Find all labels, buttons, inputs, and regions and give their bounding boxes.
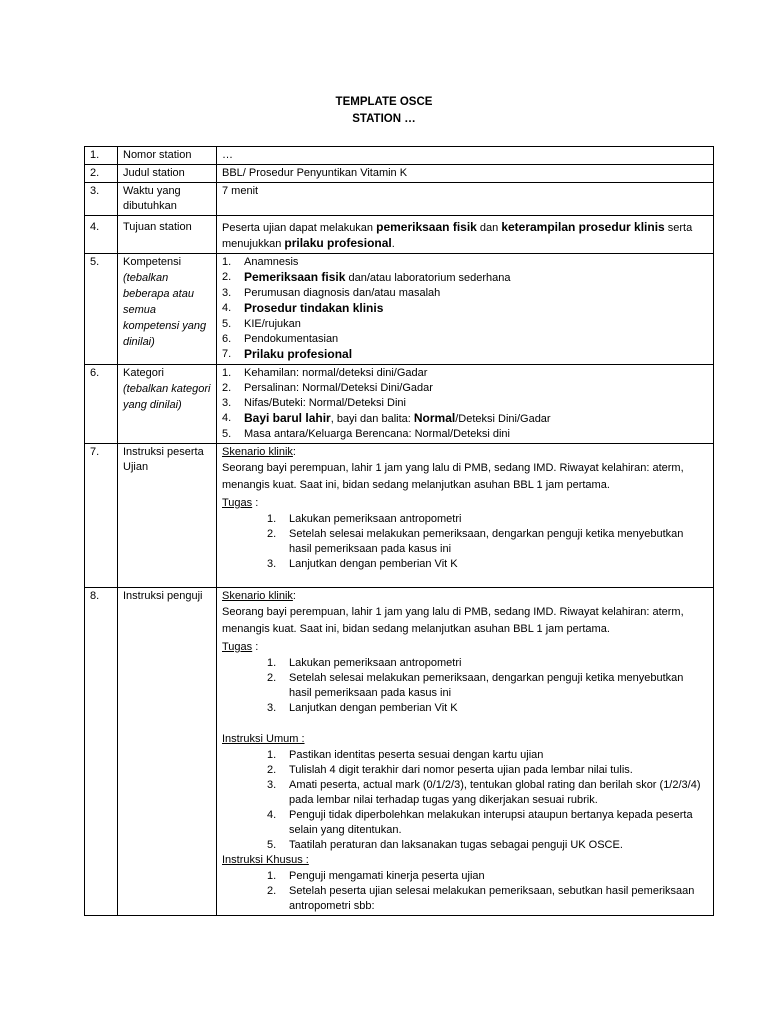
row-label: Tujuan station (118, 216, 217, 254)
text-run: Tulislah 4 digit terakhir dari nomor peserta ujian pada lembar nilai tulis. (289, 764, 633, 776)
row-number: 1. (85, 147, 118, 165)
row-label: Waktu yang dibutuhkan (118, 183, 217, 216)
list-item (267, 557, 708, 572)
row-value: 7 menit (217, 183, 714, 216)
row-value: … (217, 147, 714, 165)
item-number: 5. (222, 428, 232, 440)
item-text (244, 411, 551, 427)
item-text (289, 748, 543, 763)
scenario-heading: Skenario klinik (222, 446, 293, 458)
item-text (289, 763, 633, 778)
item-number: 3. (267, 779, 277, 791)
label-text: Kategori (123, 367, 164, 379)
item-number: 3. (267, 558, 277, 570)
label-text: Kompetensi (123, 256, 182, 268)
item-number: 1. (222, 256, 232, 268)
row-value (217, 216, 714, 254)
text-run: Lakukan pemeriksaan antropometri (289, 513, 462, 525)
item-number: 1. (267, 749, 277, 761)
list-item (267, 701, 708, 716)
text-run: Nifas/Buteki: Normal/Deteksi Dini (244, 397, 406, 409)
item-number: 2. (267, 764, 277, 776)
item-text (289, 808, 708, 838)
item-text (244, 427, 510, 442)
item-number: 1. (267, 513, 277, 525)
list-item (222, 270, 708, 286)
row-number: 3. (85, 183, 118, 216)
item-text (244, 317, 301, 332)
text-run: Kehamilan: normal/deteksi dini/Gadar (244, 367, 428, 379)
bold-run: Normal (413, 411, 456, 425)
list-item (267, 512, 708, 527)
item-text (244, 396, 406, 411)
tasks-heading: Tugas (222, 641, 253, 653)
table-row (85, 216, 714, 254)
text-run: . (391, 238, 395, 250)
label-note: (tebalkan kategori yang dinilai) (123, 383, 211, 411)
text-run: : (252, 497, 259, 509)
item-text (244, 381, 433, 396)
text-run: Masa antara/Keluarga Berencana: Normal/Deteksi dini (244, 428, 510, 440)
list-item (222, 427, 708, 442)
item-number: 3. (222, 287, 232, 299)
general-instructions-heading: Instruksi Umum : (222, 733, 305, 745)
bold-run: prilaku profesional (284, 236, 392, 250)
list-item (267, 763, 708, 778)
text-run: KIE/rujukan (244, 318, 301, 330)
list-item (222, 366, 708, 381)
item-text (244, 270, 511, 286)
table-row (85, 588, 714, 916)
item-text (289, 671, 708, 701)
osce-template-table (84, 146, 714, 916)
list-item (267, 671, 708, 701)
task-list (222, 656, 708, 716)
item-number: 7. (222, 348, 232, 360)
text-run: Lanjutkan dengan pemberian Vit K (289, 702, 458, 714)
item-text (289, 884, 708, 914)
item-number: 2. (222, 271, 232, 283)
table-row (85, 444, 714, 588)
text-run: , bayi dan balita: (330, 413, 414, 425)
text-run: Perumusan diagnosis dan/atau masalah (244, 287, 441, 299)
bold-run: Prilaku profesional (244, 347, 353, 361)
list-item (267, 748, 708, 763)
item-number: 1. (267, 870, 277, 882)
list-item (222, 381, 708, 396)
scenario-heading: Skenario klinik (222, 590, 293, 602)
text-run: serta menujukkan (222, 222, 693, 250)
scenario-text: Seorang bayi perempuan, lahir 1 jam yang lalu di PMB, sedang IMD. Riwayat kelahiran: aterm, menangis kuat. Saat ini, bidan sedang melanjutkan asuhan BBL 1 jam pertama. (222, 606, 684, 635)
item-text (244, 366, 427, 381)
spacer (222, 716, 708, 732)
list-item (267, 869, 708, 884)
row-number: 7. (85, 444, 118, 588)
row-value (217, 444, 714, 588)
row-label: Instruksi peserta Ujian (118, 444, 217, 588)
item-number: 2. (222, 382, 232, 394)
bold-run: Bayi barul lahir (244, 411, 331, 425)
row-value: BBL/ Prosedur Penyuntikan Vitamin K (217, 165, 714, 183)
text-run: dan/atau laboratorium sederhana (345, 272, 511, 284)
item-number: 5. (267, 839, 277, 851)
scenario-text: Seorang bayi perempuan, lahir 1 jam yang lalu di PMB, sedang IMD. Riwayat kelahiran: aterm, menangis kuat. Saat ini, bidan sedang melanjutkan asuhan BBL 1 jam pertama. (222, 462, 684, 491)
list-item (222, 255, 708, 270)
row-label: Nomor station (118, 147, 217, 165)
item-text (289, 557, 458, 572)
row-label: Instruksi penguji (118, 588, 217, 916)
row-value (217, 254, 714, 365)
list-item (222, 286, 708, 301)
station-title: STATION … (352, 113, 416, 125)
specific-instructions-list (222, 869, 708, 914)
item-number: 2. (267, 672, 277, 684)
task-list (222, 512, 708, 572)
list-item (222, 332, 708, 347)
text-run: Taatilah peraturan dan laksanakan tugas sebagai penguji UK OSCE. (289, 839, 623, 851)
list-item (267, 808, 708, 838)
text-run: : (252, 641, 259, 653)
row-label: Judul station (118, 165, 217, 183)
item-text (244, 347, 352, 363)
list-item (267, 527, 708, 557)
text-run: Peserta ujian dapat melakukan (222, 222, 377, 234)
item-number: 4. (267, 809, 277, 821)
item-number: 4. (222, 412, 232, 424)
item-number: 5. (222, 318, 232, 330)
item-text (289, 701, 458, 716)
item-text (289, 512, 461, 527)
row-number: 4. (85, 216, 118, 254)
table-row (85, 165, 714, 183)
item-text (244, 332, 338, 347)
table-row (85, 365, 714, 444)
text-run: Penguji mengamati kinerja peserta ujian (289, 870, 485, 882)
text-run: Anamnesis (244, 256, 299, 268)
item-text (289, 869, 485, 884)
list-item (222, 301, 708, 317)
bold-run: Pemeriksaan fisik (244, 270, 346, 284)
item-number: 2. (267, 885, 277, 897)
list-item (222, 317, 708, 332)
list-item (267, 838, 708, 853)
item-text (289, 838, 623, 853)
row-number: 2. (85, 165, 118, 183)
item-text (244, 301, 383, 317)
bold-run: pemeriksaan fisik (376, 220, 477, 234)
item-number: 1. (222, 367, 232, 379)
category-list (222, 366, 708, 442)
bold-run: Prosedur tindakan klinis (244, 301, 384, 315)
item-number: 3. (222, 397, 232, 409)
tasks-heading: Tugas (222, 497, 253, 509)
row-label (118, 254, 217, 365)
text-run: Penguji tidak diperbolehkan melakukan interupsi ataupun bertanya kepada peserta selain yang ditentukan. (289, 809, 693, 836)
text-run: Setelah selesai melakukan pemeriksaan, dengarkan penguji ketika menyebutkan hasil pemeriksaan pada kasus ini (289, 528, 684, 555)
row-value (217, 365, 714, 444)
text-run: : (292, 446, 296, 458)
row-number: 6. (85, 365, 118, 444)
table-row (85, 254, 714, 365)
list-item (222, 396, 708, 411)
bold-run: keterampilan prosedur klinis (501, 220, 665, 234)
item-text (244, 255, 298, 270)
item-number: 1. (267, 657, 277, 669)
competency-list (222, 255, 708, 363)
text-run: dan (476, 222, 502, 234)
item-text (289, 527, 708, 557)
list-item (222, 347, 708, 363)
item-number: 4. (222, 302, 232, 314)
text-run: Persalinan: Normal/Deteksi Dini/Gadar (244, 382, 433, 394)
text-run: Pendokumentasian (244, 333, 339, 345)
text-run: Setelah selesai melakukan pemeriksaan, dengarkan penguji ketika menyebutkan hasil pemeriksaan pada kasus ini (289, 672, 684, 699)
table-row (85, 147, 714, 165)
table-row (85, 183, 714, 216)
item-text (289, 656, 461, 671)
item-text (289, 778, 708, 808)
item-number: 6. (222, 333, 232, 345)
list-item (267, 884, 708, 914)
list-item (222, 411, 708, 427)
label-note: (tebalkan beberapa atau semua kompetensi yang dinilai) (123, 272, 207, 348)
row-label (118, 365, 217, 444)
general-instructions-list (222, 748, 708, 853)
text-run: Pastikan identitas peserta sesuai dengan kartu ujian (289, 749, 544, 761)
text-run: Amati peserta, actual mark (0/1/2/3), tentukan global rating dan berilah skor (1/2/3/4) pada lembar nilai terhadap tugas yang dikerjakan sesuai rubrik. (289, 779, 701, 806)
text-run: Setelah peserta ujian selesai melakukan pemeriksaan, sebutkan hasil pemeriksaan antropometri sbb: (289, 885, 695, 912)
list-item (267, 656, 708, 671)
item-number: 2. (267, 528, 277, 540)
specific-instructions-heading: Instruksi Khusus : (222, 854, 309, 866)
text-run: Lanjutkan dengan pemberian Vit K (289, 558, 458, 570)
text-run: /Deteksi Dini/Gadar (455, 413, 551, 425)
row-value (217, 588, 714, 916)
row-number: 8. (85, 588, 118, 916)
text-run: Lakukan pemeriksaan antropometri (289, 657, 462, 669)
row-number: 5. (85, 254, 118, 365)
document-title: TEMPLATE OSCE (335, 96, 433, 108)
item-text (244, 286, 440, 301)
text-run: : (292, 590, 296, 602)
item-number: 3. (267, 702, 277, 714)
list-item (267, 778, 708, 808)
